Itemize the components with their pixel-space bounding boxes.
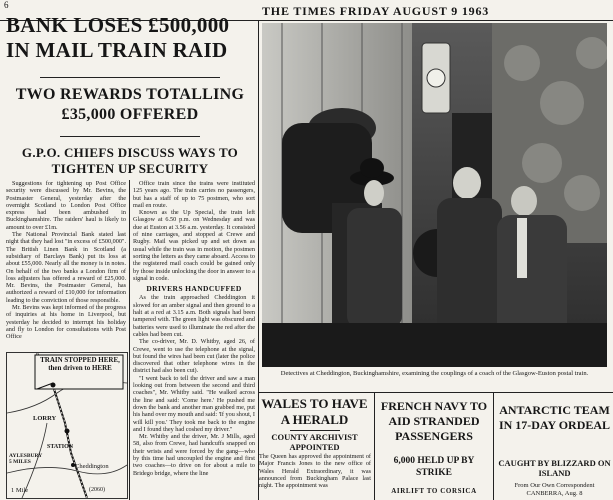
- map-label: LORRY: [33, 415, 57, 422]
- article-paragraph: Suggestions for tightening up Post Office security were discussed by Mr. Bevins, the Postmaster General, yesterday after the overnight Scotland to London Post Office express had been ambushed in Buckinghamshire. The raiders' haul is likely to amount to over £1m.: [6, 180, 126, 231]
- map-ref: (2060): [89, 487, 105, 493]
- photo-image: [262, 23, 607, 367]
- story-subhead-antarctic: CAUGHT BY BLIZZARD ON ISLAND: [498, 458, 611, 478]
- crosshead: DRIVERS HANDCUFFED: [146, 284, 242, 294]
- map-graphic: [7, 353, 127, 498]
- article-column-1: [6, 180, 126, 352]
- story-body-wales: The Queen has approved the appointment of Major Francis Jones to the new office of Wales Herald Extraordinary, it was announced from Buckingham Palace last night. The appointment was: [259, 453, 371, 490]
- story-subhead-french: 6,000 HELD UP BY STRIKE: [393, 456, 475, 478]
- map-scale: 1 Mile: [11, 487, 29, 494]
- story-headline-wales: WALES TO HAVE A HERALD: [261, 396, 368, 427]
- article-paragraph: As the train approached Cheddington it slowed for an amber signal and then ground to a halt at a red at 3.15 a.m. Both signals had been tampered with. The green light was obscured and batteries were used to illuminate the red after the cables had been cut.: [133, 294, 255, 338]
- map-callout: TRAIN STOPPED HERE, then driven to HERE: [40, 356, 120, 372]
- subhead-rule: [60, 136, 200, 137]
- main-headline: BANK LOSES £500,000 IN MAIL TRAIN RAID: [6, 13, 230, 62]
- article-paragraph: Mr. Whitby and the driver, Mr. J Mills, aged 58, also from Crewe, had handcuffs snapped on their wrists and were forced by the gang—who by this time had uncoupled the engine and first two coaches—to drive on for about a mile to Bridego bridge, where the line: [133, 433, 255, 477]
- column-divider: [493, 392, 494, 500]
- article-paragraph: The National Provincial Bank stated last night that they had lost "in excess of £500,000". The British Linen Bank in Scotland (a subsidiary of Barclays Bank) put its loss at about £55,000. Nearly all the money is in notes. On behalf of the two banks a London firm of loss adjusters has offered a reward of £25,000. Mr. Bevins, the Postmaster General, has authorized a reward of £10,000 for information leading to the conviction of those responsible.: [6, 231, 126, 304]
- story-headline-french: FRENCH NAVY TO AID STRANDED PASSENGERS: [380, 399, 488, 443]
- story-headline-antarctic: ANTARCTIC TEAM IN 17-DAY ORDEAL: [498, 403, 611, 432]
- story-dateline-antarctic: From Our Own Correspondent CANBERRA, Aug. 8: [514, 482, 595, 497]
- story-subhead-wales: COUNTY ARCHIVIST APPOINTED: [271, 432, 358, 452]
- main-subheadline: TWO REWARDS TOTALLING £35,000 OFFERED: [15, 86, 245, 123]
- page-number: 6: [4, 0, 9, 10]
- article-column-2: [133, 180, 255, 500]
- article-paragraph: Mr. Bevins was kept informed of the progress of inquiries at his home in Liverpool, but yesterday he decided to interrupt his holiday and fly to London for consultations with Post Office: [6, 304, 126, 341]
- article-paragraph: The co-driver, Mr. D. Whitby, aged 26, of Crewe, went to use the telephone at the signal, but found the wires had been cut (later the police discovered that other telephone wires in the district had also been cut).: [133, 338, 255, 375]
- column-divider: [258, 20, 259, 500]
- photo-caption: Detectives at Cheddington, Buckinghamshire, examining the couplings of a coach of the Glasgow-Euston postal train.: [280, 370, 589, 377]
- story-rule: [258, 392, 613, 393]
- news-photo: [262, 23, 607, 367]
- headline-rule: [40, 77, 220, 78]
- story-subhead2-french: AIRLIFT TO CORSICA: [391, 487, 477, 495]
- location-map: [6, 352, 128, 499]
- column-divider: [129, 180, 130, 500]
- story-rule: [290, 430, 340, 431]
- masthead: THE TIMES FRIDAY AUGUST 9 1963: [262, 4, 490, 18]
- column-divider: [374, 392, 375, 500]
- map-label: AYLESBURY 5 MILES: [9, 453, 43, 465]
- article-paragraph: Office train since the trains were instituted 125 years ago. The train carries no passengers, but has a staff of up to 75 postmen, who sort mail en route.: [133, 180, 255, 209]
- article-paragraph: "I went back to tell the driver and saw a man looking out from between the second and third coaches", Mr. Whitby said. "He walked across the line and said: 'Come here.' He pushed me down the bank and another man grabbed me, put his hand over my mouth and said: 'If you shout, I will kill you.' They took me back to the engine and I found they had coshed my driver.": [133, 374, 255, 433]
- map-label: Cheddington: [75, 463, 109, 470]
- secondary-subheadline: G.P.O. CHIEFS DISCUSS WAYS TO TIGHTEN UP SECURITY: [21, 145, 239, 176]
- map-label: STATION: [47, 444, 74, 450]
- article-paragraph: Known as the Up Special, the train left Glasgow at 6.50 p.m. on Wednesday and was due at Euston at 3.56 a.m. yesterday. It consisted of nine carriages, and stopped at Crewe and Rugby. Mail was picked up and set down as usual while the train was in motion, the postmen sorting the letters as they came aboard. Access to the registered mail coach could be gained only by those inside unlocking the door in answer to a signal in code.: [133, 209, 255, 282]
